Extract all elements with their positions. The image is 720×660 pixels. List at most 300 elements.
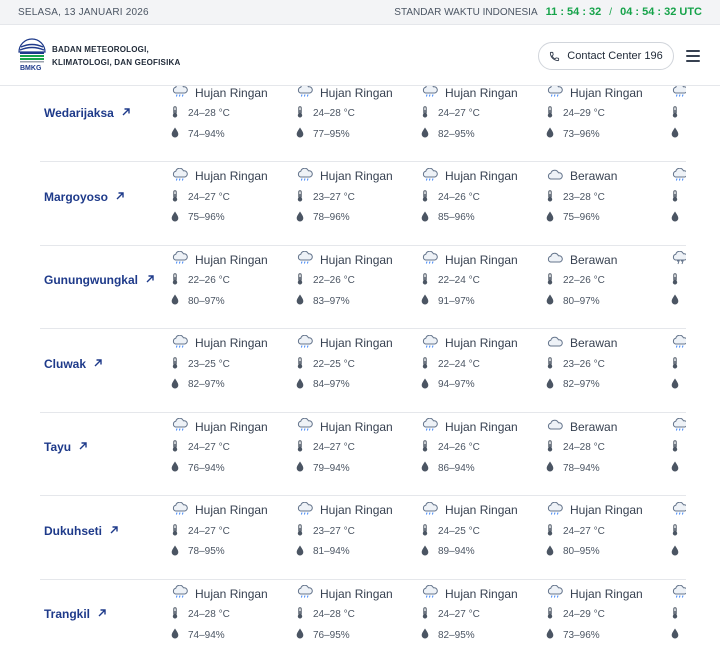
condition-label: Hujan Ringan xyxy=(570,586,643,601)
humidity-line xyxy=(296,545,350,559)
temperature-value: 24–28 °C xyxy=(188,108,230,119)
forecast-cell xyxy=(671,251,686,311)
humidity-value: 85–96% xyxy=(438,212,475,223)
location-name: Wedarijaksa xyxy=(44,106,114,120)
thermometer-icon xyxy=(546,357,554,372)
humidity-value: 74–94% xyxy=(188,128,225,140)
temperature-line xyxy=(171,524,230,539)
temperature-line xyxy=(671,440,686,455)
weather-condition xyxy=(171,418,268,435)
humidity-line xyxy=(171,628,225,642)
thermometer-icon xyxy=(546,524,554,539)
rain-cloud-icon xyxy=(171,168,189,185)
rain-cloud-icon xyxy=(296,251,314,268)
temperature-line xyxy=(421,440,480,455)
forecast-cell xyxy=(171,168,291,228)
rain-cloud-icon xyxy=(671,502,686,519)
thermometer-icon xyxy=(296,106,304,121)
humidity-value: 83–97% xyxy=(313,295,350,307)
contact-center-button[interactable] xyxy=(538,42,674,70)
forecast-table xyxy=(40,86,686,660)
forecast-cell xyxy=(421,251,541,311)
humidity-line xyxy=(421,545,475,559)
thermometer-icon xyxy=(171,440,179,455)
forecast-row xyxy=(40,86,686,162)
forecast-cell xyxy=(171,335,291,395)
location-link[interactable] xyxy=(44,440,88,454)
droplet-icon xyxy=(171,294,179,308)
humidity-line xyxy=(296,378,350,392)
droplet-icon xyxy=(546,628,554,642)
rain-cloud-icon xyxy=(421,86,439,101)
forecast-cell xyxy=(171,418,291,478)
droplet-icon xyxy=(671,211,679,225)
condition-label: Hujan Ringan xyxy=(195,252,268,267)
droplet-icon xyxy=(296,545,304,559)
temperature-value: 24–28 °C xyxy=(313,609,355,620)
droplet-icon xyxy=(296,127,304,141)
weather-condition xyxy=(296,86,393,101)
humidity-line xyxy=(671,211,686,225)
humidity-line xyxy=(421,211,475,225)
forecast-cell xyxy=(296,251,416,311)
forecast-cell xyxy=(421,585,541,645)
location-link[interactable] xyxy=(44,357,103,371)
forecast-row xyxy=(40,162,686,246)
thermometer-icon xyxy=(421,273,429,288)
local-time: 11 : 54 : 32 xyxy=(545,6,602,18)
temperature-line xyxy=(296,524,355,539)
thermometer-icon xyxy=(671,106,679,121)
temperature-line xyxy=(296,607,355,622)
weather-condition xyxy=(546,418,617,435)
temperature-value: 23–28 °C xyxy=(563,191,605,203)
temperature-line xyxy=(546,273,605,288)
site-header xyxy=(0,26,720,86)
temperature-value: 24–29 °C xyxy=(563,609,605,620)
temperature-line xyxy=(421,190,480,205)
temperature-value: 22–26 °C xyxy=(188,275,230,286)
rain-cloud-icon xyxy=(296,585,314,602)
humidity-value: 74–94% xyxy=(188,629,225,641)
temperature-line xyxy=(546,440,605,455)
weather-condition xyxy=(171,86,268,101)
humidity-line xyxy=(671,127,686,141)
droplet-icon xyxy=(671,127,679,141)
forecast-cell xyxy=(671,86,686,144)
condition-label: Hujan Ringan xyxy=(320,252,393,267)
rain-cloud-icon xyxy=(421,585,439,602)
condition-label: Hujan Ringan xyxy=(445,252,518,267)
external-link-icon xyxy=(115,190,125,204)
thermometer-icon xyxy=(296,357,304,372)
humidity-value: 94–97% xyxy=(438,379,475,390)
temperature-value: 24–28 °C xyxy=(188,609,230,620)
thermometer-icon xyxy=(421,106,429,121)
forecast-cell xyxy=(546,585,666,645)
hamburger-menu-icon[interactable] xyxy=(686,50,700,62)
thermometer-icon xyxy=(171,524,179,539)
temperature-value: 24–27 °C xyxy=(438,609,480,620)
humidity-line xyxy=(171,461,225,475)
rain-cloud-icon xyxy=(421,168,439,185)
location-name: Trangkil xyxy=(44,607,91,621)
weather-condition xyxy=(421,168,518,185)
thermometer-icon xyxy=(296,273,304,288)
thermometer-icon xyxy=(171,190,179,205)
cloud-icon xyxy=(546,251,564,268)
rain-cloud-icon xyxy=(171,418,189,435)
droplet-icon xyxy=(421,294,429,308)
droplet-icon xyxy=(671,545,679,559)
temperature-value: 24–28 °C xyxy=(313,108,355,119)
thermometer-icon xyxy=(421,524,429,539)
forecast-cell xyxy=(546,251,666,311)
rain-cloud-icon xyxy=(171,251,189,268)
rain-cloud-icon xyxy=(296,335,314,352)
rain-cloud-icon xyxy=(671,335,686,352)
temperature-line xyxy=(671,357,686,372)
temperature-line xyxy=(546,357,605,372)
humidity-value: 82–97% xyxy=(188,379,225,390)
rain-cloud-icon xyxy=(171,86,189,101)
droplet-icon xyxy=(671,378,679,392)
temperature-line xyxy=(296,440,355,455)
forecast-row xyxy=(40,329,686,413)
humidity-line xyxy=(421,461,475,475)
rain-cloud-icon xyxy=(546,585,564,602)
temperature-line xyxy=(171,607,230,622)
forecast-row xyxy=(40,412,686,496)
forecast-cell xyxy=(171,86,291,144)
temperature-line xyxy=(671,273,686,288)
location-name: Gunungwungkal xyxy=(44,273,138,287)
condition-label: Hujan Ringan xyxy=(445,86,518,100)
humidity-value: 79–94% xyxy=(313,462,350,474)
forecast-cell xyxy=(421,418,541,478)
logo-text: BMKG xyxy=(20,65,42,72)
rain-cloud-icon xyxy=(671,86,686,101)
rain-cloud-icon xyxy=(171,502,189,519)
humidity-value: 78–96% xyxy=(313,212,350,223)
temperature-value: 23–27 °C xyxy=(313,525,355,537)
droplet-icon xyxy=(421,127,429,141)
condition-label: Hujan Ringan xyxy=(195,336,268,350)
location-name: Cluwak xyxy=(44,356,87,371)
temperature-line xyxy=(171,440,230,455)
rain-cloud-icon xyxy=(421,502,439,519)
condition-label: Hujan Ringan xyxy=(195,86,268,100)
weather-condition xyxy=(421,335,518,352)
rain-cloud-icon xyxy=(546,86,564,101)
humidity-value: 75–96% xyxy=(563,212,600,223)
temperature-line xyxy=(671,607,686,622)
droplet-icon xyxy=(171,545,179,559)
droplet-icon xyxy=(296,628,304,642)
condition-label: Hujan Ringan xyxy=(445,419,518,434)
humidity-line xyxy=(421,628,475,642)
cloud-icon xyxy=(546,418,564,435)
temperature-value: 22–24 °C xyxy=(438,358,480,370)
thermometer-icon xyxy=(171,273,179,288)
humidity-value: 82–97% xyxy=(563,379,600,390)
humidity-line xyxy=(171,294,225,308)
condition-label: Hujan Ringan xyxy=(195,503,268,517)
temperature-value: 24–27 °C xyxy=(188,191,230,203)
external-link-icon xyxy=(97,607,107,621)
humidity-line xyxy=(671,628,686,642)
utc-time: 04 : 54 : 32 UTC xyxy=(620,6,702,18)
forecast-cell xyxy=(421,502,541,562)
droplet-icon xyxy=(671,294,679,308)
temperature-value: 23–27 °C xyxy=(313,191,355,203)
humidity-line xyxy=(546,211,600,225)
location-link[interactable] xyxy=(44,273,155,287)
humidity-line xyxy=(671,545,686,559)
rain-cloud-icon xyxy=(421,335,439,352)
forecast-cell xyxy=(671,418,686,478)
forecast-cell xyxy=(421,335,541,395)
droplet-icon xyxy=(171,211,179,225)
temperature-value: 24–27 °C xyxy=(313,442,355,453)
weather-condition xyxy=(421,86,518,101)
location-link[interactable] xyxy=(44,106,131,120)
bmkg-logo[interactable] xyxy=(17,38,47,74)
location-link[interactable] xyxy=(44,190,125,204)
rain-cloud-icon xyxy=(671,168,686,185)
forecast-cell xyxy=(546,168,666,228)
temperature-line xyxy=(171,357,230,372)
weather-condition xyxy=(421,585,518,602)
condition-label: Hujan Ringan xyxy=(445,169,518,183)
weather-condition xyxy=(296,335,393,352)
forecast-cell xyxy=(671,585,686,645)
droplet-icon xyxy=(421,628,429,642)
droplet-icon xyxy=(546,211,554,225)
condition-label: Hujan Ringan xyxy=(320,503,393,517)
droplet-icon xyxy=(546,127,554,141)
thermometer-icon xyxy=(171,357,179,372)
temperature-value: 24–29 °C xyxy=(563,108,605,119)
temperature-line xyxy=(546,607,605,622)
weather-condition xyxy=(546,335,617,352)
forecast-cell xyxy=(546,418,666,478)
weather-condition xyxy=(296,418,393,435)
weather-condition xyxy=(421,502,518,519)
droplet-icon xyxy=(546,461,554,475)
rain-cloud-icon xyxy=(296,502,314,519)
thermometer-icon xyxy=(546,607,554,622)
forecast-cell xyxy=(171,585,291,645)
humidity-line xyxy=(671,378,686,392)
condition-label: Hujan Ringan xyxy=(445,586,518,601)
weather-condition xyxy=(546,86,643,101)
weather-condition xyxy=(171,502,268,519)
droplet-icon xyxy=(296,294,304,308)
condition-label: Hujan Ringan xyxy=(445,503,518,517)
weather-condition xyxy=(421,418,518,435)
rain-cloud-icon xyxy=(296,86,314,101)
thermometer-icon xyxy=(671,190,679,205)
humidity-line xyxy=(671,461,686,475)
temperature-line xyxy=(421,106,480,121)
forecast-cell xyxy=(296,502,416,562)
thermometer-icon xyxy=(671,357,679,372)
humidity-line xyxy=(546,628,600,642)
droplet-icon xyxy=(296,461,304,475)
thermometer-icon xyxy=(671,607,679,622)
temperature-value: 22–26 °C xyxy=(313,275,355,286)
humidity-value: 80–97% xyxy=(188,295,225,307)
weather-condition xyxy=(546,585,643,602)
humidity-line xyxy=(421,127,475,141)
weather-condition xyxy=(671,502,686,519)
droplet-icon xyxy=(296,378,304,392)
thermometer-icon xyxy=(421,440,429,455)
humidity-line xyxy=(171,211,225,225)
humidity-value: 75–96% xyxy=(188,212,225,223)
condition-label: Hujan Ringan xyxy=(570,86,643,100)
humidity-value: 82–95% xyxy=(438,629,475,641)
temperature-line xyxy=(421,607,480,622)
temperature-value: 24–25 °C xyxy=(438,525,480,537)
forecast-cell xyxy=(296,168,416,228)
rain-cloud-icon xyxy=(171,335,189,352)
temperature-value: 24–26 °C xyxy=(438,191,480,203)
organization-name[interactable] xyxy=(52,43,180,69)
droplet-icon xyxy=(421,211,429,225)
forecast-cell xyxy=(671,335,686,395)
humidity-line xyxy=(171,545,225,559)
weather-condition xyxy=(671,585,686,602)
thermometer-icon xyxy=(671,273,679,288)
temperature-line xyxy=(421,524,480,539)
weather-condition xyxy=(171,585,268,602)
cloud-icon xyxy=(546,335,564,352)
rain-cloud-icon xyxy=(421,418,439,435)
condition-label: Hujan Ringan xyxy=(320,336,393,350)
rain-cloud-icon xyxy=(546,502,564,519)
weather-condition xyxy=(671,168,686,185)
droplet-icon xyxy=(671,628,679,642)
humidity-value: 78–94% xyxy=(563,462,600,474)
humidity-line xyxy=(296,211,350,225)
weather-condition xyxy=(296,251,393,268)
temperature-value: 24–28 °C xyxy=(563,442,605,453)
time-display xyxy=(394,6,702,18)
thermometer-icon xyxy=(421,607,429,622)
rain-cloud-icon xyxy=(296,168,314,185)
weather-condition xyxy=(671,251,686,268)
humidity-value: 82–95% xyxy=(438,128,475,140)
forecast-cell xyxy=(421,168,541,228)
forecast-cell xyxy=(546,502,666,562)
weather-condition xyxy=(171,335,268,352)
humidity-line xyxy=(671,294,686,308)
weather-condition xyxy=(671,86,686,101)
condition-label: Hujan Ringan xyxy=(195,586,268,601)
humidity-value: 80–97% xyxy=(563,295,600,307)
humidity-value: 89–94% xyxy=(438,546,475,557)
thermometer-icon xyxy=(546,190,554,205)
condition-label: Hujan Ringan xyxy=(445,336,518,350)
humidity-line xyxy=(546,461,600,475)
temperature-value: 22–26 °C xyxy=(563,275,605,286)
humidity-line xyxy=(421,378,475,392)
temperature-line xyxy=(296,106,355,121)
condition-label: Hujan Ringan xyxy=(320,86,393,100)
droplet-icon xyxy=(421,545,429,559)
humidity-value: 76–94% xyxy=(188,462,225,474)
condition-label: Hujan Ringan xyxy=(570,503,643,517)
storm-cloud-icon xyxy=(671,251,686,268)
temperature-value: 22–25 °C xyxy=(313,358,355,370)
weather-condition xyxy=(546,251,617,268)
location-name: Tayu xyxy=(44,440,72,454)
location-link[interactable] xyxy=(44,524,119,538)
location-name: Margoyoso xyxy=(44,189,109,204)
humidity-line xyxy=(171,127,225,141)
rain-cloud-icon xyxy=(421,251,439,268)
condition-label: Hujan Ringan xyxy=(320,169,393,183)
forecast-cell xyxy=(671,168,686,228)
external-link-icon xyxy=(78,440,88,454)
temperature-line xyxy=(296,273,355,288)
temperature-value: 22–24 °C xyxy=(438,275,480,286)
location-link[interactable] xyxy=(44,607,107,621)
rain-cloud-icon xyxy=(296,418,314,435)
external-link-icon xyxy=(145,273,155,287)
humidity-line xyxy=(171,378,225,392)
cloud-icon xyxy=(546,168,564,185)
humidity-line xyxy=(546,127,600,141)
thermometer-icon xyxy=(171,607,179,622)
temperature-line xyxy=(421,273,480,288)
rain-cloud-icon xyxy=(671,585,686,602)
forecast-cell xyxy=(546,335,666,395)
droplet-icon xyxy=(171,127,179,141)
weather-condition xyxy=(296,168,393,185)
current-date: SELASA, 13 JANUARI 2026 xyxy=(18,7,149,18)
humidity-line xyxy=(296,294,350,308)
forecast-cell xyxy=(296,86,416,144)
humidity-value: 86–94% xyxy=(438,462,475,474)
temperature-line xyxy=(671,106,686,121)
temperature-line xyxy=(671,190,686,205)
forecast-cell xyxy=(296,335,416,395)
weather-condition xyxy=(671,418,686,435)
phone-icon xyxy=(549,51,560,62)
humidity-value: 81–94% xyxy=(313,546,350,557)
humidity-value: 73–96% xyxy=(563,629,600,641)
droplet-icon xyxy=(671,461,679,475)
thermometer-icon xyxy=(546,440,554,455)
rain-cloud-icon xyxy=(171,585,189,602)
forecast-cell xyxy=(671,502,686,562)
weather-condition xyxy=(546,502,643,519)
forecast-cell xyxy=(171,251,291,311)
temperature-value: 24–27 °C xyxy=(563,525,605,537)
humidity-value: 76–95% xyxy=(313,629,350,641)
org-name-line1: BADAN METEOROLOGI, xyxy=(52,45,149,54)
location-name: Dukuhseti xyxy=(44,523,103,538)
droplet-icon xyxy=(421,378,429,392)
thermometer-icon xyxy=(671,524,679,539)
contact-center-label: Contact Center 196 xyxy=(567,50,663,62)
droplet-icon xyxy=(421,461,429,475)
time-separator: / xyxy=(609,6,613,18)
weather-condition xyxy=(171,168,268,185)
